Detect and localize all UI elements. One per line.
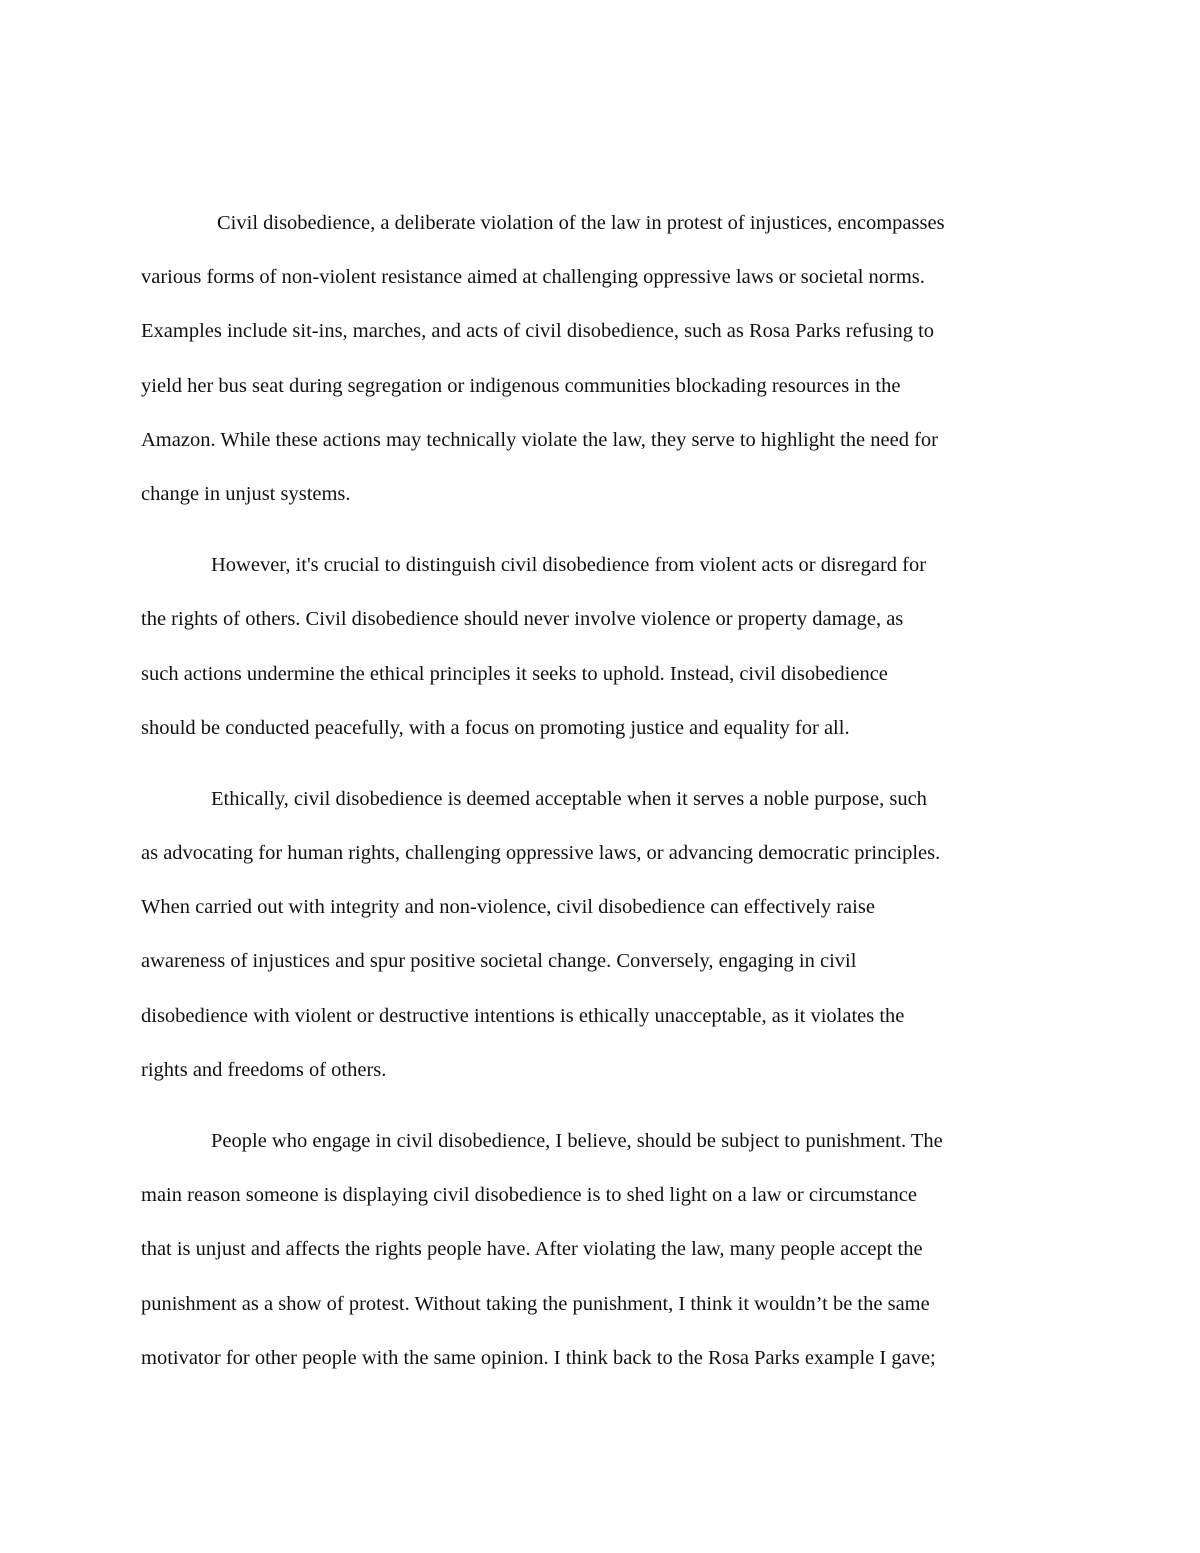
text-line: However, it's crucial to distinguish civil disobedience from violent acts or disregard for	[211, 554, 927, 577]
text-line: such actions undermine the ethical principles it seeks to uphold. Instead, civil disobedience	[141, 662, 888, 685]
paragraph-1	[141, 196, 1066, 521]
text-line: Ethically, civil disobedience is deemed acceptable when it serves a noble purpose, such	[211, 787, 927, 810]
text-line: yield her bus seat during segregation or indigenous communities blockading resources in the	[141, 374, 901, 397]
text-line: When carried out with integrity and non-violence, civil disobedience can effectively raise	[141, 896, 875, 919]
paragraph-spacing	[141, 755, 1066, 772]
text-line: as advocating for human rights, challenging oppressive laws, or advancing democratic principles.	[141, 842, 941, 865]
text-line: the rights of others. Civil disobedience should never involve violence or property damage, as	[141, 608, 904, 631]
paragraph-spacing	[141, 1097, 1066, 1114]
text-line: should be conducted peacefully, with a focus on promoting justice and equality for all.	[141, 716, 850, 739]
text-line: rights and freedoms of others.	[141, 1058, 387, 1081]
text-line: People who engage in civil disobedience, I believe, should be subject to punishment. The	[211, 1130, 943, 1152]
paragraph-4	[141, 1114, 1066, 1385]
text-line: Civil disobedience, a deliberate violation of the law in protest of injustices, encompasses	[217, 212, 945, 234]
text-line: motivator for other people with the same opinion. I think back to the Rosa Parks example I gave;	[141, 1346, 936, 1369]
text-line: change in unjust systems.	[141, 482, 351, 505]
text-line: disobedience with violent or destructive intentions is ethically unacceptable, as it violates the	[141, 1004, 905, 1027]
text-line: awareness of injustices and spur positive societal change. Conversely, engaging in civil	[141, 950, 857, 973]
paragraph-spacing	[141, 521, 1066, 538]
paragraph-2	[141, 538, 1066, 755]
paragraph-3	[141, 772, 1066, 1097]
text-line: main reason someone is displaying civil disobedience is to shed light on a law or circumstance	[141, 1184, 917, 1207]
text-line: Examples include sit-ins, marches, and acts of civil disobedience, such as Rosa Parks refusing to	[141, 320, 935, 343]
text-line: various forms of non-violent resistance aimed at challenging oppressive laws or societal norms.	[141, 266, 925, 289]
text-line: Amazon. While these actions may technically violate the law, they serve to highlight the need for	[141, 428, 938, 451]
text-line: that is unjust and affects the rights people have. After violating the law, many people accept the	[141, 1238, 923, 1261]
essay-body	[141, 196, 1066, 1385]
text-line: punishment as a show of protest. Without taking the punishment, I think it wouldn’t be the same	[141, 1292, 930, 1315]
